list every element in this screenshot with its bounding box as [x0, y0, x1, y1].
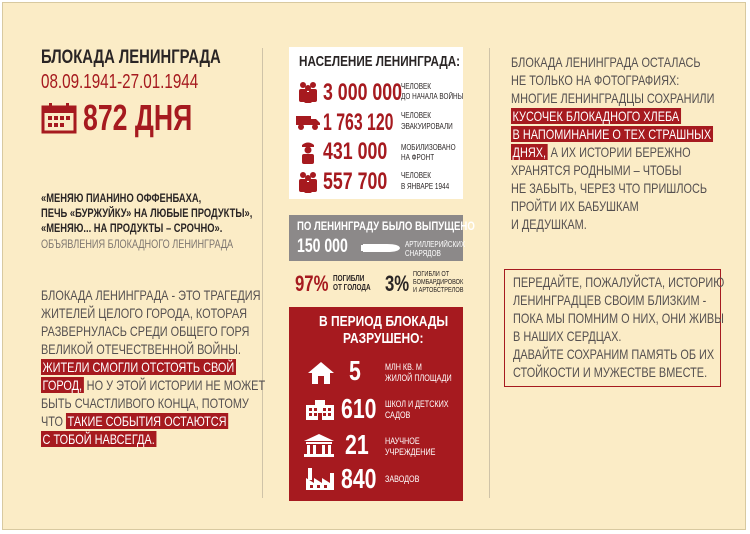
destroyed-value: 5 [349, 355, 361, 386]
quote-line: «МЕНЯЮ... НА ПРОДУКТЫ – СРОЧНО». [41, 221, 223, 235]
memory-line: ХРАНЯТСЯ РОДНЫМИ – ЧТОБЫ [511, 162, 682, 178]
story-line: БЫТЬ СЧАСТЛИВОГО КОНЦА, ПОТОМУ [41, 395, 249, 411]
memory-highlight: ДНЯХ, [512, 144, 547, 160]
appeal-line: ЛЕНИНГРАДЦЕВ СВОИМ БЛИЗКИМ - [513, 292, 707, 308]
story-line: ВЕЛИКОЙ ОТЕЧЕСТВЕННОЙ ВОЙНЫ. [41, 341, 241, 357]
appeal-line: СТОЙКОСТИ И МУЖЕСТВЕ ВМЕСТЕ. [513, 364, 708, 380]
story-text: НО У ЭТОЙ ИСТОРИИ НЕ МОЖЕТ [86, 377, 266, 393]
calendar-icon [41, 102, 77, 134]
quote-line: «МЕНЯЮ ПИАНИНО ОФФЕНБАХА, [41, 191, 202, 205]
death-percent-hunger: 97% [295, 271, 329, 296]
destroyed-title: В ПЕРИОД БЛОКАДЫ [319, 313, 449, 330]
destroyed-caption: ШКОЛ И ДЕТСКИХ [385, 399, 449, 409]
memory-line: МНОГИЕ ЛЕНИНГРАДЦЫ СОХРАНИЛИ [511, 90, 715, 106]
memory-line: НЕ ТОЛЬКО НА ФОТОГРАФИЯХ: [511, 72, 680, 88]
destroyed-caption: МЛН КВ. М [385, 362, 422, 372]
people-icon [297, 171, 319, 193]
story-highlight: ГОРОД, [42, 377, 83, 393]
destroyed-caption: ЖИЛОЙ ПЛОЩАДИ [385, 373, 452, 383]
story-text: ЧТО [41, 413, 63, 429]
appeal-line: ПОКА МЫ ПОМНИМ О НИХ, ОНИ ЖИВЫ [513, 310, 724, 326]
house-icon [307, 361, 335, 385]
appeal-box [504, 269, 725, 387]
quote-source: ОБЪЯВЛЕНИЯ БЛОКАДНОГО ЛЕНИНГРАДА [41, 237, 234, 251]
appeal-line: ДАВАЙТЕ СОХРАНИМ ПАМЯТЬ ОБ ИХ [513, 346, 715, 362]
destroyed-caption: УЧРЕЖДЕНИЕ [385, 447, 436, 457]
death-caption: ПОГИБЛИ ОТ [413, 271, 450, 278]
people-icon [297, 81, 319, 103]
death-caption: ПОГИБЛИ [333, 274, 365, 283]
shells-value: 150 000 [297, 236, 348, 257]
appeal-line: В НАШИХ СЕРДЦАХ. [513, 328, 622, 344]
story-line: РАЗВЕРНУЛАСЬ СРЕДИ ОБЩЕГО ГОРЯ [41, 323, 250, 339]
destroyed-caption: САДОВ [385, 410, 411, 420]
story-line [41, 377, 265, 393]
column-divider-right [489, 48, 490, 498]
death-percent-bombing: 3% [385, 271, 410, 296]
appeal-line: ПЕРЕДАЙТЕ, ПОЖАЛУЙСТА, ИСТОРИЮ [513, 274, 725, 290]
memory-highlight: КУСОЧЕК БЛОКАДНОГО ХЛЕБА [512, 108, 680, 124]
shell-icon [361, 242, 401, 254]
memory-line: ПРОЙТИ ИХ БАБУШКАМ [511, 198, 639, 214]
memory-highlight: В НАПОМИНАНИЕ О ТЕХ СТРАШНЫХ [512, 126, 712, 142]
death-caption: ОТ ГОЛОДА [333, 283, 371, 292]
truck-icon [295, 113, 321, 131]
infographic-page [2, 2, 746, 530]
population-panel [289, 47, 463, 199]
memory-line: НЕ ЗАБЫТЬ, ЧЕРЕЗ ЧТО ПРИШЛОСЬ [511, 180, 708, 196]
population-caption: В ЯНВАРЕ 1944 [401, 182, 450, 191]
population-value: 3 000 000 [323, 79, 403, 106]
factory-icon [305, 467, 335, 491]
story-line [41, 359, 236, 375]
destroyed-value: 21 [345, 429, 369, 460]
shells-panel [289, 215, 475, 261]
memory-text: А ИХ ИСТОРИИ БЕРЕЖНО [550, 144, 691, 160]
destroyed-value: 840 [341, 463, 377, 494]
quote-line: ПЕЧЬ «БУРЖУЙКУ» НА ЛЮБЫЕ ПРОДУКТЫ», [41, 206, 253, 220]
death-caption: БОМБАРДИРОВОК [413, 279, 464, 286]
destroyed-caption: НАУЧНОЕ [385, 436, 420, 446]
population-caption: ЧЕЛОВЕК [401, 82, 431, 91]
memory-line: И ДЕДУШКАМ. [511, 216, 587, 232]
story-highlight: ТАКИЕ СОБЫТИЯ ОСТАЮТСЯ [67, 413, 227, 429]
school-icon [305, 399, 335, 421]
death-caption: И АРТОБСТРЕЛОВ [413, 287, 464, 294]
population-caption: ЧЕЛОВЕК [401, 111, 431, 120]
population-value: 1 763 120 [323, 109, 394, 136]
page-title: БЛОКАДА ЛЕНИНГРАДА [41, 47, 221, 68]
story-highlight: С ТОБОЙ НАВСЕГДА. [42, 431, 155, 447]
memory-line [511, 108, 681, 124]
story-line [41, 413, 228, 429]
population-caption: НА ФРОНТ [401, 153, 435, 162]
destroyed-caption: ЗАВОДОВ [385, 474, 420, 484]
soldier-icon [299, 141, 317, 165]
destroyed-value: 610 [341, 393, 377, 424]
shells-caption: АРТИЛЛЕРИЙСКИХ [405, 240, 466, 249]
days-count: 872 ДНЯ [83, 97, 193, 138]
population-caption: ДО НАЧАЛА ВОЙНЫ [401, 92, 464, 101]
shells-title: ПО ЛЕНИНГРАДУ БЫЛО ВЫПУЩЕНО [297, 219, 475, 233]
destroyed-panel [289, 307, 463, 501]
shells-caption: СНАРЯДОВ [405, 249, 441, 258]
destroyed-title: РАЗРУШЕНО: [343, 330, 424, 347]
story-line: ЖИТЕЛЕЙ ЦЕЛОГО ГОРОДА, КОТОРАЯ [41, 305, 248, 321]
memory-line [511, 144, 691, 160]
story-line [41, 431, 156, 447]
memory-line [511, 126, 713, 142]
blockade-dates: 08.09.1941-27.01.1944 [41, 71, 199, 93]
memory-line: БЛОКАДА ЛЕНИНГРАДА ОСТАЛАСЬ [511, 54, 701, 70]
population-value: 557 700 [323, 168, 388, 195]
population-caption: МОБИЛИЗОВАНО [401, 143, 456, 152]
institution-icon [303, 433, 335, 457]
story-highlight: ЖИТЕЛИ СМОГЛИ ОТСТОЯТЬ СВОЙ [42, 359, 235, 375]
population-caption: ЭВАКУИРОВАЛИ [401, 122, 453, 131]
population-title: НАСЕЛЕНИЕ ЛЕНИНГРАДА: [299, 53, 461, 70]
story-line: БЛОКАДА ЛЕНИНГРАДА - ЭТО ТРАГЕДИЯ [41, 287, 261, 303]
population-caption: ЧЕЛОВЕК [401, 171, 431, 180]
column-divider-left [262, 48, 263, 498]
population-value: 431 000 [323, 138, 388, 165]
